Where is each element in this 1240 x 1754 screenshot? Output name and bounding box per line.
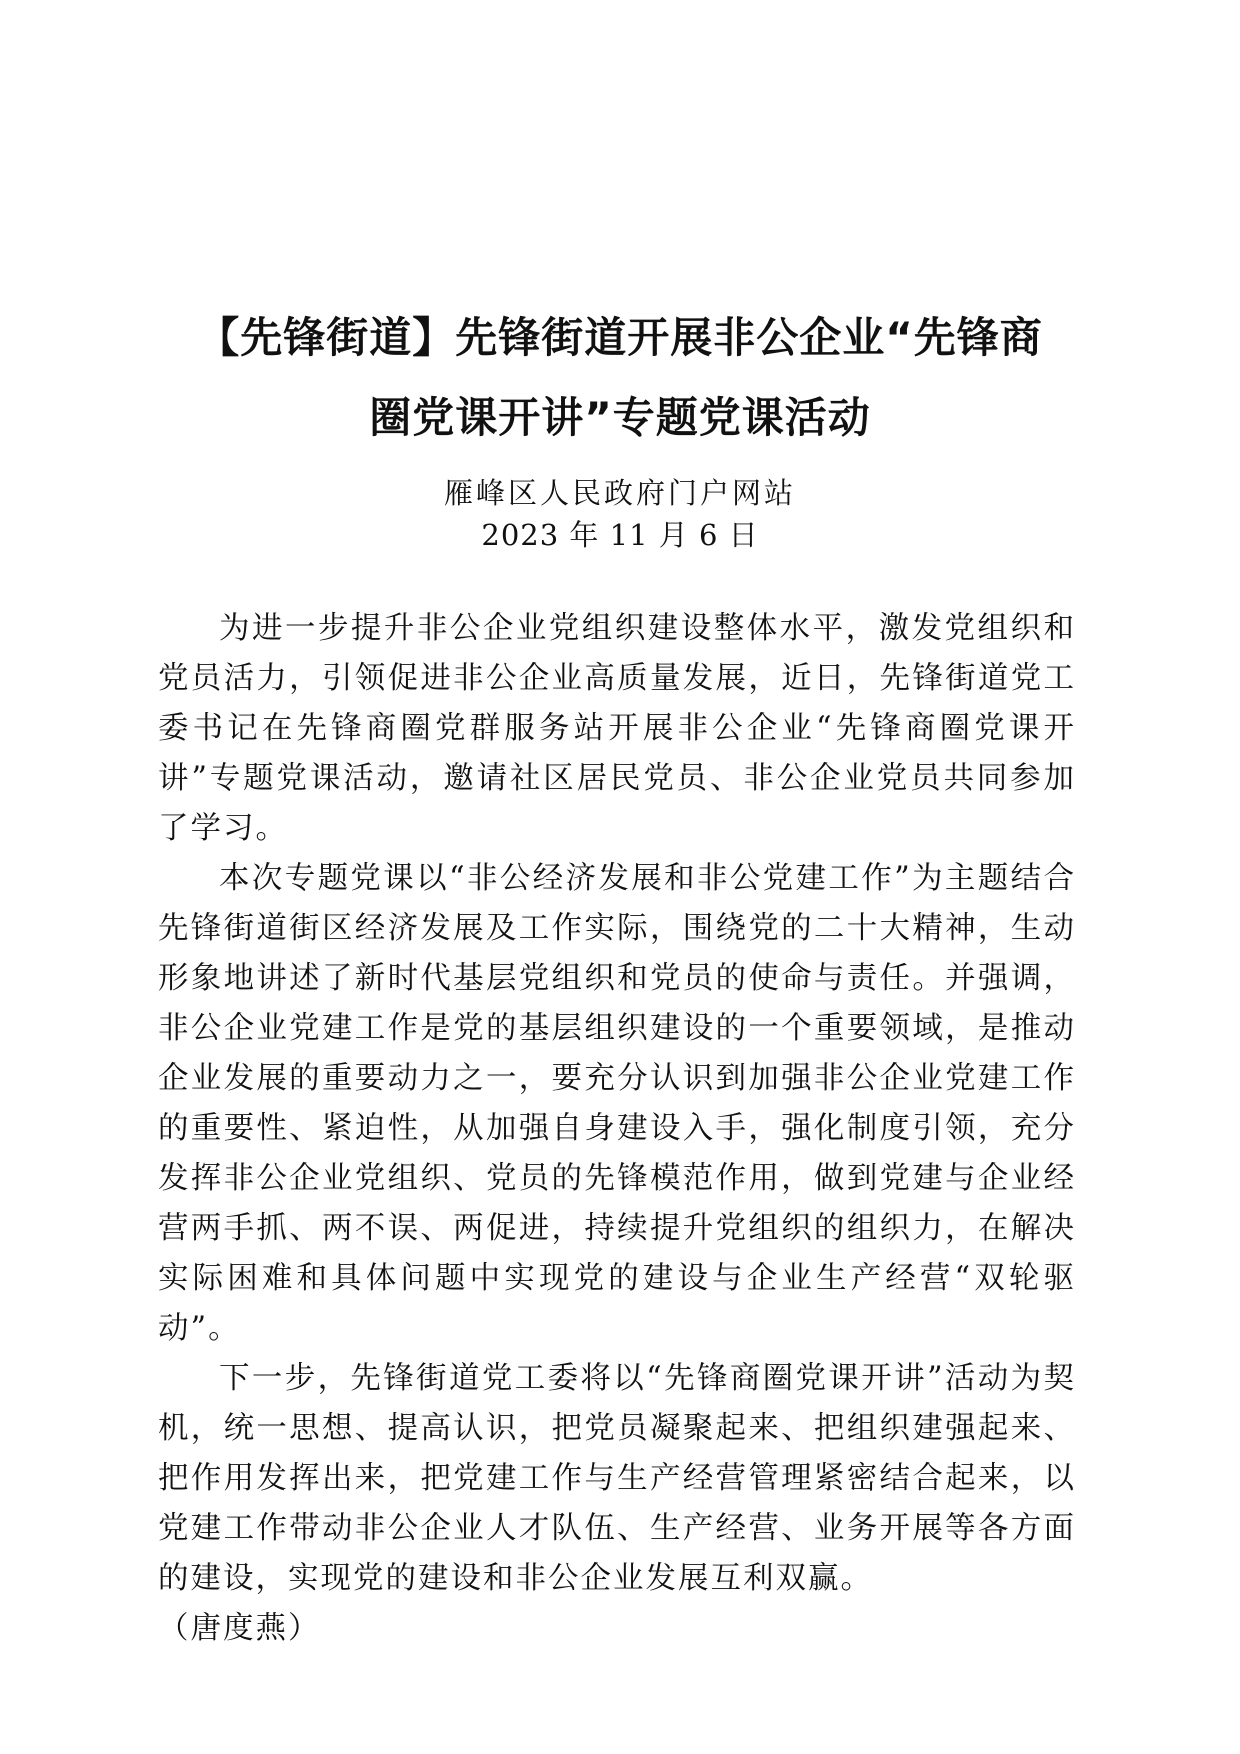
source-label: 雁峰区人民政府门户网站 <box>443 476 796 510</box>
paragraph: 下一步，先锋街道党工委将以“先锋商圈党课开讲”活动为契机，统一思想、提高认识，把党员凝聚起来、把组织建强起来、把作用发挥出来，把党建工作与生产经营管理紧密结合起来，以党建工作带动非公企业人才队伍、生产经营、业务开展等各方面的建设，实现党的建设和非公企业发展互利双赢。 <box>158 1361 1076 1596</box>
author-signature: （唐度燕） <box>158 1611 321 1646</box>
article-body <box>158 604 1076 1654</box>
publish-date: 2023 年 11 月 6 日 <box>481 518 759 552</box>
title-line: 【先锋街道】先锋街道开展非公企业“先锋商 <box>197 313 1043 362</box>
document-title <box>150 298 1090 458</box>
paragraph: 为进一步提升非公企业党组织建设整体水平，激发党组织和党员活力，引领促进非公企业高质量发展，近日，先锋街道党工委书记在先锋商圈党群服务站开展非公企业“先锋商圈党课开讲”专题党课活动，邀请社区居民党员、非公企业党员共同参加了学习。 <box>158 611 1076 846</box>
paragraph: 本次专题党课以“非公经济发展和非公党建工作”为主题结合先锋街道街区经济发展及工作实际，围绕党的二十大精神，生动形象地讲述了新时代基层党组织和党员的使命与责任。并强调，非公企业党建工作是党的基层组织建设的一个重要领域，是推动企业发展的重要动力之一，要充分认识到加强非公企业党建工作的重要性、紧迫性，从加强自身建设入手，强化制度引领，充分发挥非公企业党组织、党员的先锋模范作用，做到党建与企业经营两手抓、两不误、两促进，持续提升党组织的组织力，在解决实际困难和具体问题中实现党的建设与企业生产经营“双轮驱动”。 <box>158 861 1076 1346</box>
title-line: 圈党课开讲”专题党课活动 <box>369 393 871 442</box>
